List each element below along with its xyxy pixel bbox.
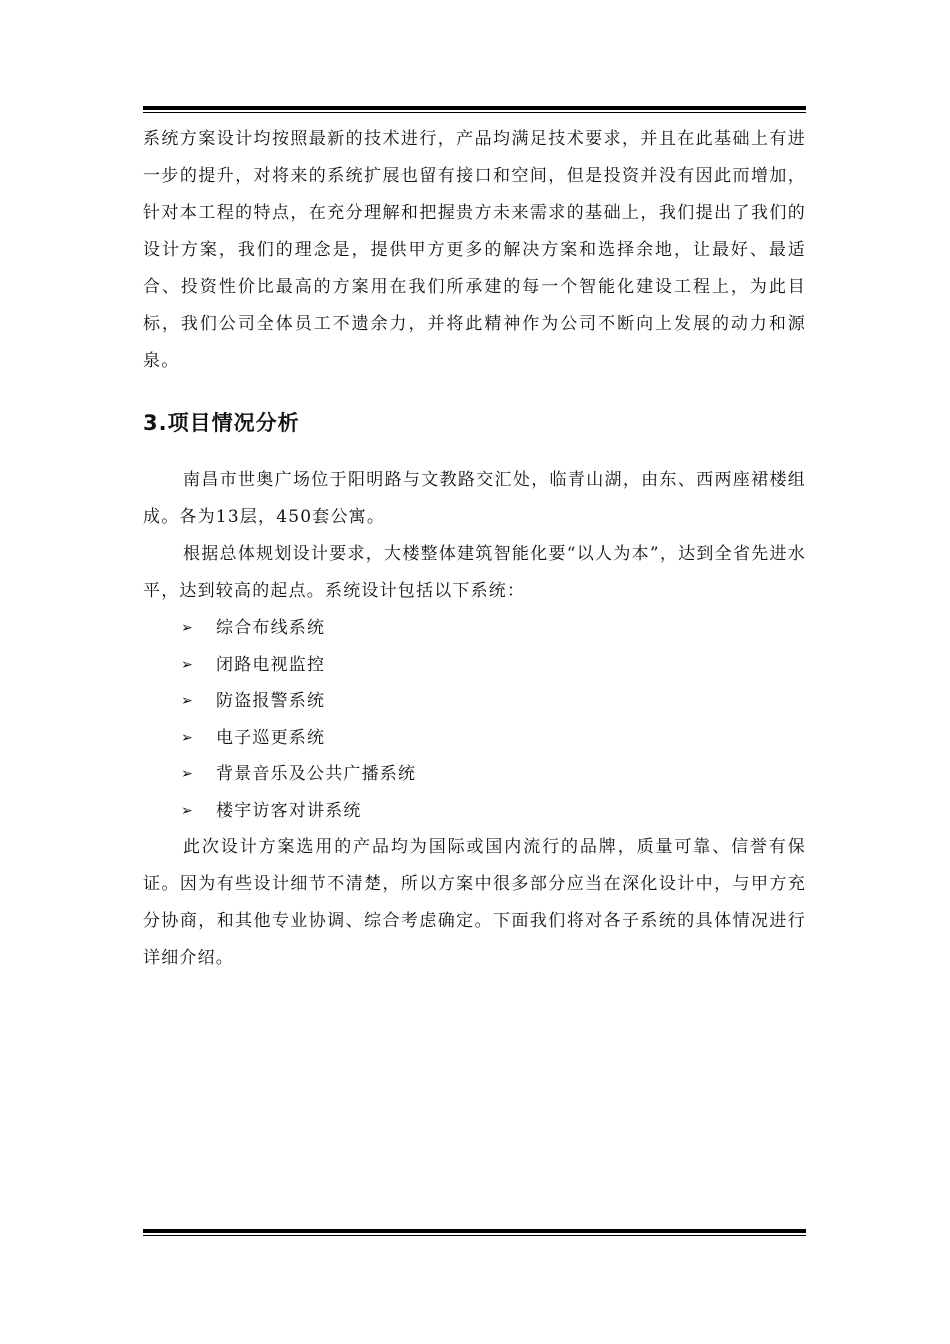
list-item: ➢ 电子巡更系统 [143,720,806,757]
arrow-bullet-icon: ➢ [181,766,194,782]
header-rule [143,106,806,113]
list-item: ➢ 楼宇访客对讲系统 [143,793,806,830]
list-item: ➢ 闭路电视监控 [143,647,806,684]
intro-paragraph: 系统方案设计均按照最新的技术进行，产品均满足技术要求，并且在此基础上有进一步的提升，对将来的系统扩展也留有接口和空间，但是投资并没有因此而增加，针对本工程的特点，在充分理解和把握贵方未来需求的基础上，我们提出了我们的设计方案，我们的理念是，提供甲方更多的解决方案和选择余地，让最好、最适合、投资性价比最高的方案用在我们所承建的每一个智能化建设工程上，为此目标，我们公司全体员工不遗余力，并将此精神作为公司不断向上发展的动力和源泉。 [143,129,806,371]
requirements-paragraph: 根据总体规划设计要求，大楼整体建筑智能化要“以人为本”，达到全省先进水平，达到较高的起点。系统设计包括以下系统： [143,544,806,601]
list-item: ➢ 防盗报警系统 [143,683,806,720]
page-body [143,121,806,977]
arrow-bullet-icon: ➢ [181,620,194,636]
list-item: ➢ 背景音乐及公共广播系统 [143,756,806,793]
footer-rule [143,1229,806,1236]
arrow-bullet-icon: ➢ [181,802,194,819]
closing-paragraph: 此次设计方案选用的产品均为国际或国内流行的品牌，质量可靠、信誉有保证。因为有些设计细节不清楚，所以方案中很多部分应当在深化设计中，与甲方充分协商，和其他专业协调、综合考虑确定。下面我们将对各子系统的具体情况进行详细介绍。 [143,837,806,968]
arrow-bullet-icon: ➢ [181,693,194,709]
section-heading: 3.项目情况分析 [143,411,300,435]
arrow-bullet-icon: ➢ [181,729,194,746]
location-paragraph: 南昌市世奥广场位于阳明路与文教路交汇处，临青山湖，由东、西两座裙楼组成。各为13层，450套公寓。 [143,470,806,527]
list-item: ➢ 综合布线系统 [143,610,806,647]
arrow-bullet-icon: ➢ [181,656,194,673]
systems-list [143,610,806,829]
